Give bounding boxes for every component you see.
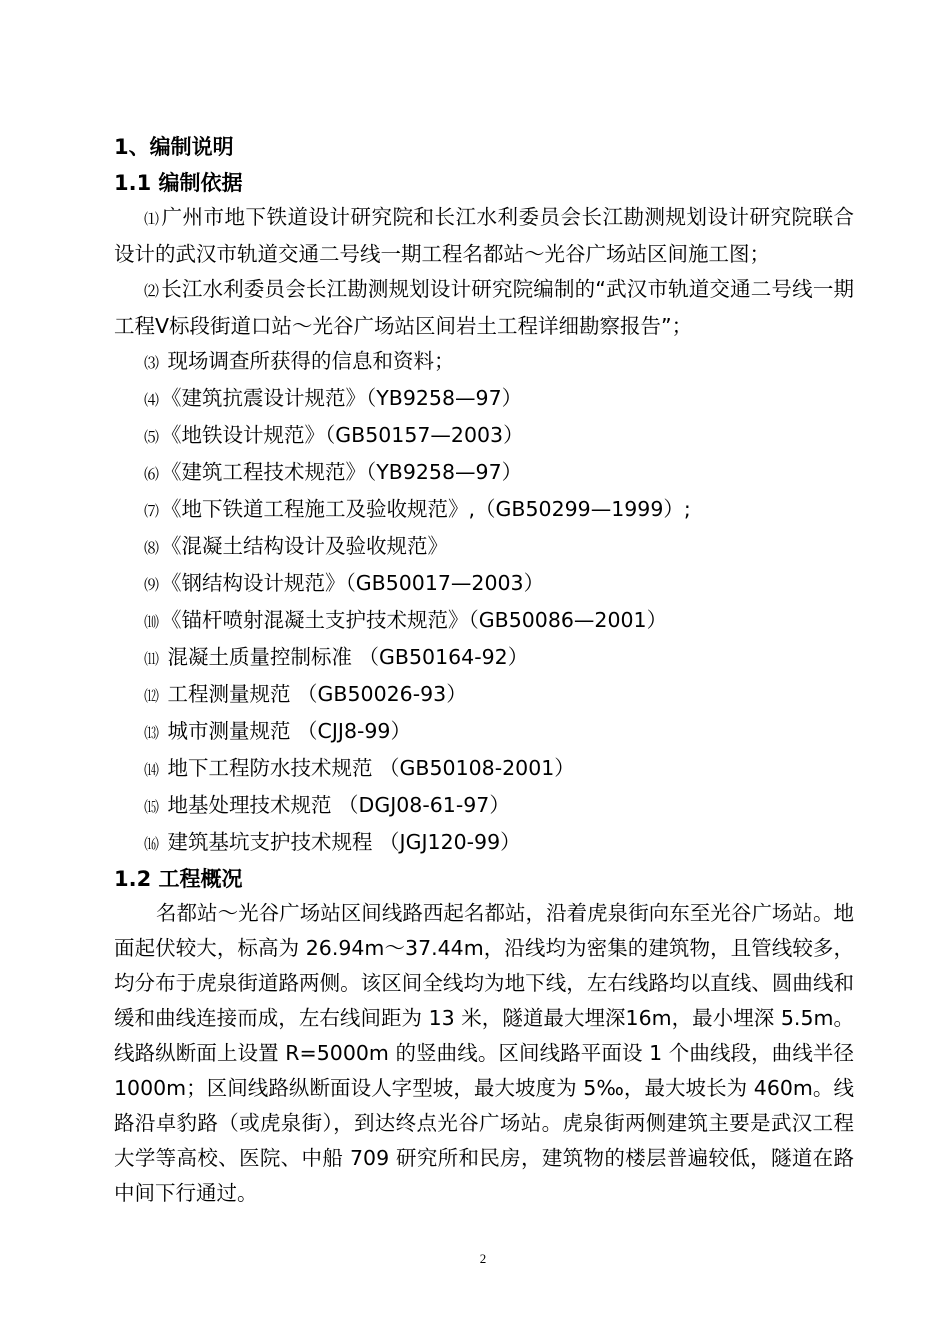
basis-list-item bbox=[114, 640, 854, 677]
item-number: ⑸ bbox=[144, 428, 160, 446]
basis-list-item bbox=[114, 714, 854, 751]
basis-list-item bbox=[114, 603, 854, 640]
item-number: ⑽ bbox=[144, 613, 160, 631]
basis-item-text: 建筑基坑支护技术规程 （JGJ120-99） bbox=[161, 830, 521, 854]
basis-list-item bbox=[114, 529, 854, 566]
document-page bbox=[114, 130, 854, 1211]
item-number: ⑵ bbox=[144, 282, 160, 300]
page-number: 2 bbox=[479, 1251, 487, 1266]
basis-list-item bbox=[114, 677, 854, 714]
basis-item-text: 《建筑抗震设计规范》（YB9258—97） bbox=[161, 386, 523, 410]
item-number: ⑷ bbox=[144, 391, 160, 409]
basis-item-text: 地基处理技术规范 （DGJ08-61-97） bbox=[161, 793, 510, 817]
basis-list-item bbox=[114, 825, 854, 862]
basis-list-item bbox=[114, 751, 854, 788]
basis-list-item bbox=[114, 381, 854, 418]
basis-item-text: 地下工程防水技术规范 （GB50108-2001） bbox=[161, 756, 575, 780]
basis-list-item bbox=[114, 566, 854, 603]
item-number: ⑻ bbox=[144, 539, 160, 557]
section-heading: 1、编制说明 bbox=[114, 135, 234, 159]
basis-item-text: 《锚杆喷射混凝土支护技术规范》（GB50086—2001） bbox=[161, 608, 668, 632]
overview-paragraph: 名都站～光谷广场站区间线路西起名都站，沿着虎泉街向东至光谷广场站。地面起伏较大，标高为 26.94m～37.44m，沿线均为密集的建筑物，且管线较多，均分布于虎泉街道路两侧。该区间全线均为地下线，左右线路均以直线、圆曲线和缓和曲线连接而成，左右线间距为 13 米，隧道最大埋深16m，最小埋深 5.5m。线路纵断面上设置 R=5000m 的竖曲线。区间线路平面设 1 个曲线段，曲线半径 1000m；区间线路纵断面设人字型坡，最大坡度为 5‰，最大坡长为 460m。线路沿卓豹路（或虎泉街），到达终点光谷广场站。虎泉街两侧建筑主要是武汉工程大学等高校、医院、中船 709 研究所和民房，建筑物的楼层普遍较低，隧道在路中间下行通过。 bbox=[114, 901, 854, 1205]
basis-item-text: 现场调查所获得的信息和资料； bbox=[161, 349, 455, 373]
item-number: ⑿ bbox=[144, 687, 160, 705]
item-number: ⑼ bbox=[144, 576, 160, 594]
basis-list-item bbox=[114, 788, 854, 825]
basis-item-text: 工程测量规范 （GB50026-93） bbox=[161, 682, 467, 706]
item-number: ⑺ bbox=[144, 502, 160, 520]
item-number: ⑹ bbox=[144, 465, 160, 483]
basis-item-text: 《混凝土结构设计及验收规范》 bbox=[161, 534, 449, 558]
basis-item-text: 城市测量规范 （CJJ8-99） bbox=[161, 719, 411, 743]
basis-paragraph-text: 长江水利委员会长江勘测规划设计研究院编制的“武汉市轨道交通二号线一期工程Ⅴ标段街道口站～光谷广场站区间岩土工程详细勘察报告”； bbox=[114, 277, 854, 338]
basis-list-item bbox=[114, 344, 854, 381]
item-number: ⒂ bbox=[144, 798, 160, 816]
item-number: ⒃ bbox=[144, 835, 160, 853]
basis-item-text: 《钢结构设计规范》（GB50017—2003） bbox=[161, 571, 545, 595]
basis-paragraph bbox=[114, 272, 854, 344]
item-number: ⑶ bbox=[144, 354, 160, 372]
item-number: ⒁ bbox=[144, 761, 160, 779]
basis-item-text: 《地铁设计规范》（GB50157—2003） bbox=[161, 423, 524, 447]
basis-item-text: 混凝土质量控制标准 （GB50164-92） bbox=[161, 645, 529, 669]
basis-paragraph-text: 广州市地下铁道设计研究院和长江水利委员会长江勘测规划设计研究院联合设计的武汉市轨道交通二号线一期工程名都站～光谷广场站区间施工图； bbox=[114, 205, 854, 266]
basis-item-text: 《地下铁道工程施工及验收规范》,（GB50299—1999）; bbox=[161, 497, 691, 521]
basis-list bbox=[114, 344, 854, 862]
item-number: ⑴ bbox=[144, 210, 160, 228]
subsection-heading-overview: 1.2 工程概况 bbox=[114, 867, 243, 891]
basis-list-item bbox=[114, 455, 854, 492]
basis-item-text: 《建筑工程技术规范》（YB9258—97） bbox=[161, 460, 523, 484]
basis-list-item bbox=[114, 418, 854, 455]
subsection-heading-basis: 1.1 编制依据 bbox=[114, 171, 243, 195]
basis-paragraph bbox=[114, 200, 854, 272]
item-number: ⒀ bbox=[144, 724, 160, 742]
basis-list-item bbox=[114, 492, 854, 529]
item-number: ⑾ bbox=[144, 650, 160, 668]
